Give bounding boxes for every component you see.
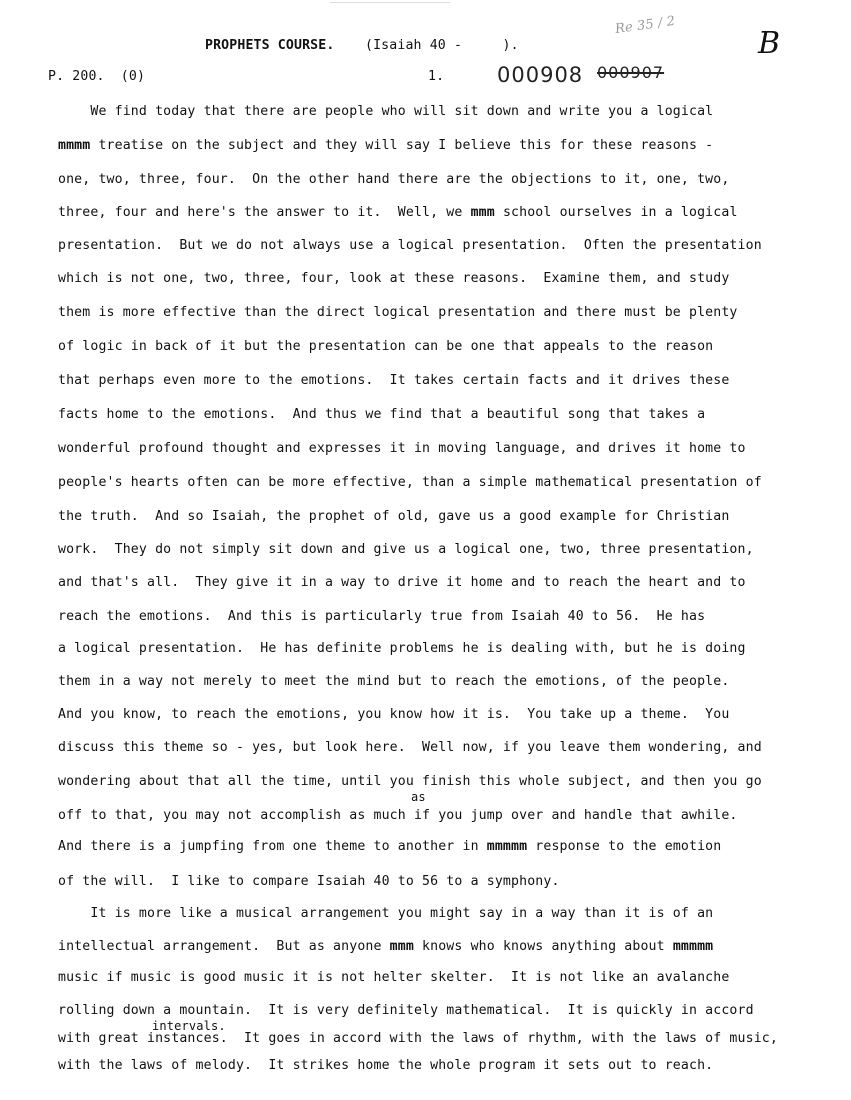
scan-smudge: [330, 2, 450, 3]
page-reference: P. 200. (0): [48, 69, 146, 84]
body-line: presentation. But we do not always use a logical presentation. Often the presentation: [58, 238, 762, 253]
body-line: them in a way not merely to meet the mind but to reach the emotions, of the people.: [58, 674, 730, 689]
body-line: discuss this theme so - yes, but look here. Well now, if you leave them wondering, and: [58, 740, 762, 755]
body-line: one, two, three, four. On the other hand there are the objections to it, one, two,: [58, 172, 730, 187]
body-line: wonderful profound thought and expresses it in moving language, and drives it home to: [58, 441, 746, 456]
body-line: work. They do not simply sit down and give us a logical one, two, three presentation,: [58, 542, 754, 557]
course-title: PROPHETS COURSE.: [205, 38, 335, 53]
overstrike-mark: mmmmm: [672, 939, 714, 954]
body-line: off to that, you may not accomplish as much if you jump over and handle that awhile.: [58, 808, 738, 823]
body-line: wondering about that all the time, until you finish this whole subject, and then you go: [58, 774, 762, 789]
body-line: reach the emotions. And this is particularly true from Isaiah 40 to 56. He has: [58, 609, 706, 624]
body-line: of logic in back of it but the presentation can be one that appeals to the reason: [58, 339, 714, 354]
overstrike-mark: mmm: [389, 939, 414, 954]
body-line: with great instances. It goes in accord with the laws of rhythm, with the laws of music,: [58, 1031, 778, 1046]
body-line: of the will. I like to compare Isaiah 40 to 56 to a symphony.: [58, 874, 560, 889]
body-line: the truth. And so Isaiah, the prophet of old, gave us a good example for Christian: [58, 509, 730, 524]
overstrike-mark: mmmmm: [486, 839, 528, 854]
handwritten-grade: B: [758, 26, 781, 61]
body-line: which is not one, two, three, four, look at these reasons. Examine them, and study: [58, 271, 730, 286]
overstrike-mark: mmm: [470, 205, 495, 220]
body-line: a logical presentation. He has definite problems he is dealing with, but he is doing: [58, 641, 746, 656]
handwritten-annotation: Re 35 / 2: [614, 13, 677, 38]
body-line: people's hearts often can be more effective, than a simple mathematical presentation of: [58, 475, 762, 490]
page-number: 1.: [428, 69, 445, 84]
document-stamp-number: 000908: [497, 63, 584, 87]
scripture-reference: (Isaiah 40 - ).: [365, 38, 519, 53]
body-line: And there is a jumpfing from one theme to another in mmmmm response to the emotion: [58, 839, 722, 854]
body-line: rolling down a mountain. It is very definitely mathematical. It is quickly in accord: [58, 1003, 754, 1018]
struck-stamp-number: 000907: [597, 63, 665, 82]
body-line: mmmm treatise on the subject and they will say I believe this for these reasons -: [58, 138, 714, 153]
body-line: We find today that there are people who will sit down and write you a logical: [58, 104, 714, 119]
interlinear-insertion: as: [411, 790, 426, 804]
body-line: them is more effective than the direct logical presentation and there must be plenty: [58, 305, 738, 320]
body-line: facts home to the emotions. And thus we find that a beautiful song that takes a: [58, 407, 706, 422]
interlinear-insertion: intervals.: [152, 1019, 226, 1033]
body-line: and that's all. They give it in a way to drive it home and to reach the heart and to: [58, 575, 746, 590]
body-line: three, four and here's the answer to it. Well, we mmm school ourselves in a logical: [58, 205, 738, 220]
body-line: It is more like a musical arrangement you might say in a way than it is of an: [58, 906, 714, 921]
body-line: with the laws of melody. It strikes home the whole program it sets out to reach.: [58, 1058, 714, 1073]
body-line: And you know, to reach the emotions, you know how it is. You take up a theme. You: [58, 707, 730, 722]
body-line: intellectual arrangement. But as anyone mmm knows who knows anything about mmmmm: [58, 939, 714, 954]
body-line: that perhaps even more to the emotions. It takes certain facts and it drives these: [58, 373, 730, 388]
overstrike-mark: mmmm: [58, 138, 91, 153]
body-line: music if music is good music it is not helter skelter. It is not like an avalanche: [58, 970, 730, 985]
